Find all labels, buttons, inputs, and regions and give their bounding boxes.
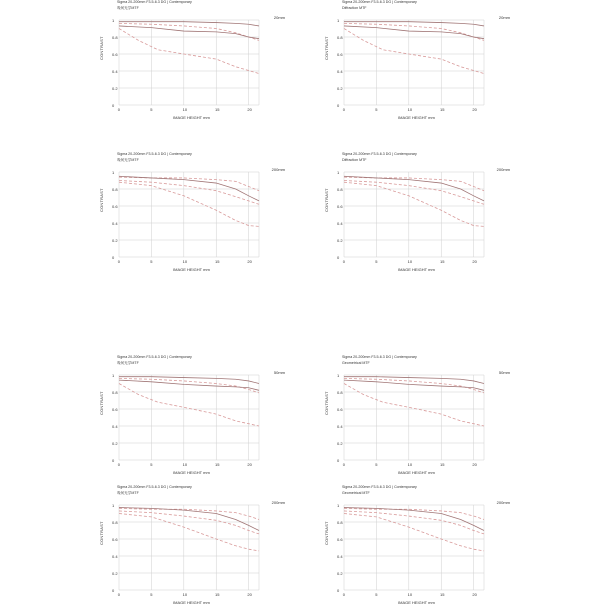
y-tick-label: 0: [337, 102, 340, 108]
y-tick-label: 0.4: [337, 68, 343, 74]
y-tick-label: 0.8: [337, 389, 343, 395]
mtf-series-dashed: [344, 23, 484, 40]
mtf-series-dashed: [119, 508, 259, 519]
x-tick-label: 15: [215, 462, 220, 467]
mtf-series-dashed: [344, 384, 484, 427]
y-tick-label: 1: [337, 169, 340, 175]
mtf-chart-panel: [99, 152, 285, 277]
mtf-chart-panel: [99, 355, 285, 480]
y-tick-label: 1: [112, 372, 115, 378]
chart-title: Sigma 20-200mm F3.5-6.3 DG | Contemporary: [342, 0, 417, 4]
x-tick-label: 10: [182, 107, 188, 112]
mtf-chart-panel: [324, 152, 510, 277]
y-axis-label: CONTRAST: [324, 391, 329, 415]
x-tick-label: 20: [472, 592, 477, 597]
y-tick-label: 1: [112, 17, 115, 23]
chart-title: Sigma 20-200mm F3.5-6.3 DG | Contemporary: [117, 152, 192, 156]
chart-title: Sigma 20-200mm F3.5-6.3 DG | Contemporary: [342, 152, 417, 156]
mtf-chart-panel: [324, 0, 510, 125]
y-tick-label: 1: [112, 169, 115, 175]
mtf-series-dashed: [119, 177, 259, 191]
mtf-plot-svg: [340, 152, 510, 277]
y-tick-label: 0.6: [112, 536, 118, 542]
x-tick-label: 15: [215, 592, 220, 597]
y-tick-label: 1: [337, 372, 340, 378]
x-tick-label: 5: [375, 462, 378, 467]
y-axis-label: CONTRAST: [324, 188, 329, 212]
x-axis-label: IMAGE HEIGHT mm: [398, 115, 435, 120]
y-tick-label: 0.6: [337, 203, 343, 209]
mtf-series-solid: [119, 377, 259, 384]
chart-subtitle: 幾何光学MTF: [117, 6, 139, 10]
mtf-series-solid: [119, 508, 259, 531]
chart-subtitle: 幾何光学MTF: [117, 491, 139, 495]
x-tick-label: 0: [117, 592, 121, 597]
y-tick-label: 0.8: [337, 519, 343, 525]
x-axis-label: IMAGE HEIGHT mm: [173, 267, 210, 272]
y-tick-label: 0.2: [112, 570, 118, 576]
chart-title: Sigma 20-200mm F3.5-6.3 DG | Contemporary: [117, 0, 192, 4]
y-axis-label: CONTRAST: [324, 36, 329, 60]
mtf-series-solid: [344, 508, 484, 531]
y-tick-label: 0: [337, 587, 340, 593]
y-tick-label: 0.2: [337, 440, 343, 446]
focal-length-label: 50mm: [273, 370, 285, 375]
x-tick-label: 15: [440, 462, 445, 467]
x-tick-label: 0: [342, 462, 346, 467]
chart-subtitle: Geometrical MTF: [342, 491, 370, 495]
mtf-series-dashed: [344, 514, 484, 551]
y-tick-label: 0: [337, 457, 340, 463]
x-tick-label: 20: [472, 107, 477, 112]
focal-length-label: 50mm: [498, 370, 510, 375]
x-tick-label: 15: [440, 259, 445, 264]
x-tick-label: 5: [150, 462, 153, 467]
y-tick-label: 0.6: [112, 51, 118, 57]
x-tick-label: 0: [342, 259, 346, 264]
mtf-series-dashed: [344, 511, 484, 534]
mtf-series-dashed: [119, 23, 259, 40]
y-tick-label: 0.6: [112, 406, 118, 412]
y-tick-label: 1: [337, 17, 340, 23]
y-axis-label: CONTRAST: [99, 391, 104, 415]
mtf-series-dashed: [119, 384, 259, 427]
y-tick-label: 0.8: [112, 186, 118, 192]
y-tick-label: 0: [112, 457, 115, 463]
y-tick-label: 0.4: [337, 423, 343, 429]
chart-title: Sigma 20-200mm F3.5-6.3 DG | Contemporary: [342, 485, 417, 489]
x-tick-label: 5: [375, 107, 378, 112]
x-tick-label: 0: [342, 592, 346, 597]
y-tick-label: 1: [112, 502, 115, 508]
x-tick-label: 10: [182, 259, 188, 264]
y-axis-label: CONTRAST: [99, 36, 104, 60]
focal-length-label: 20mm: [498, 15, 510, 20]
x-axis-label: IMAGE HEIGHT mm: [173, 115, 210, 120]
focal-length-label: 200mm: [271, 167, 285, 172]
mtf-plot-svg: [115, 355, 285, 480]
mtf-plot-svg: [340, 355, 510, 480]
chart-subtitle: 幾何光学MTF: [117, 158, 139, 162]
x-tick-label: 20: [472, 462, 477, 467]
x-axis-label: IMAGE HEIGHT mm: [173, 600, 210, 605]
x-tick-label: 0: [117, 107, 121, 112]
mtf-series-dashed: [119, 511, 259, 534]
mtf-series-dashed: [119, 378, 259, 392]
y-tick-label: 1: [337, 502, 340, 508]
y-tick-label: 0.4: [337, 220, 343, 226]
mtf-plot-svg: [340, 0, 510, 125]
y-tick-label: 0.8: [112, 389, 118, 395]
x-tick-label: 20: [247, 462, 252, 467]
y-axis-label: CONTRAST: [99, 188, 104, 212]
y-tick-label: 0.6: [337, 406, 343, 412]
x-tick-label: 20: [247, 107, 252, 112]
chart-subtitle: Diffraction MTF: [342, 6, 367, 10]
focal-length-label: 200mm: [496, 167, 510, 172]
y-tick-label: 0.2: [337, 85, 343, 91]
x-tick-label: 0: [117, 462, 121, 467]
mtf-chart-panel: [324, 355, 510, 480]
x-axis-label: IMAGE HEIGHT mm: [173, 470, 210, 475]
y-tick-label: 0.4: [112, 220, 118, 226]
mtf-chart-panel: [99, 0, 285, 125]
x-tick-label: 15: [215, 259, 220, 264]
x-tick-label: 20: [472, 259, 477, 264]
chart-subtitle: Diffraction MTF: [342, 158, 367, 162]
y-axis-label: CONTRAST: [324, 521, 329, 545]
x-axis-label: IMAGE HEIGHT mm: [398, 470, 435, 475]
mtf-series-dashed: [119, 29, 259, 74]
x-tick-label: 10: [182, 592, 188, 597]
x-tick-label: 10: [407, 259, 413, 264]
x-tick-label: 5: [375, 592, 378, 597]
x-tick-label: 5: [150, 259, 153, 264]
mtf-chart-panel: [324, 485, 510, 610]
y-tick-label: 0: [112, 102, 115, 108]
y-tick-label: 0.4: [112, 68, 118, 74]
x-tick-label: 5: [150, 592, 153, 597]
y-tick-label: 0.2: [337, 237, 343, 243]
y-tick-label: 0.2: [112, 85, 118, 91]
x-tick-label: 5: [375, 259, 378, 264]
x-tick-label: 10: [407, 592, 413, 597]
chart-subtitle: 幾何光学MTF: [117, 361, 139, 365]
y-tick-label: 0: [112, 587, 115, 593]
chart-title: Sigma 20-200mm F3.5-6.3 DG | Contemporary: [117, 485, 192, 489]
y-tick-label: 0.6: [337, 51, 343, 57]
x-tick-label: 15: [440, 107, 445, 112]
focal-length-label: 20mm: [273, 15, 285, 20]
focal-length-label: 200mm: [496, 500, 510, 505]
mtf-series-dashed: [344, 177, 484, 191]
mtf-plot-svg: [115, 152, 285, 277]
mtf-series-dashed: [119, 514, 259, 551]
x-tick-label: 10: [407, 107, 413, 112]
chart-title: Sigma 20-200mm F3.5-6.3 DG | Contemporary: [117, 355, 192, 359]
mtf-series-dashed: [344, 378, 484, 392]
mtf-plot-svg: [340, 485, 510, 610]
y-tick-label: 0.6: [337, 536, 343, 542]
mtf-plot-svg: [115, 0, 285, 125]
y-tick-label: 0.6: [112, 203, 118, 209]
mtf-plot-svg: [115, 485, 285, 610]
mtf-series-dashed: [344, 29, 484, 74]
y-tick-label: 0.2: [337, 570, 343, 576]
mtf-series-solid: [344, 377, 484, 384]
x-tick-label: 15: [215, 107, 220, 112]
x-tick-label: 0: [342, 107, 346, 112]
y-tick-label: 0: [337, 254, 340, 260]
y-axis-label: CONTRAST: [99, 521, 104, 545]
y-tick-label: 0.8: [112, 34, 118, 40]
chart-title: Sigma 20-200mm F3.5-6.3 DG | Contemporary: [342, 355, 417, 359]
y-tick-label: 0.8: [337, 186, 343, 192]
y-tick-label: 0.4: [337, 553, 343, 559]
y-tick-label: 0.8: [337, 34, 343, 40]
chart-subtitle: Geometrical MTF: [342, 361, 370, 365]
x-tick-label: 0: [117, 259, 121, 264]
x-tick-label: 10: [407, 462, 413, 467]
x-tick-label: 15: [440, 592, 445, 597]
x-tick-label: 5: [150, 107, 153, 112]
x-axis-label: IMAGE HEIGHT mm: [398, 600, 435, 605]
x-axis-label: IMAGE HEIGHT mm: [398, 267, 435, 272]
y-tick-label: 0.2: [112, 440, 118, 446]
x-tick-label: 10: [182, 462, 188, 467]
y-tick-label: 0.8: [112, 519, 118, 525]
x-tick-label: 20: [247, 592, 252, 597]
y-tick-label: 0.2: [112, 237, 118, 243]
y-tick-label: 0.4: [112, 423, 118, 429]
y-tick-label: 0.4: [112, 553, 118, 559]
mtf-chart-panel: [99, 485, 285, 610]
mtf-series-dashed: [344, 508, 484, 519]
focal-length-label: 200mm: [271, 500, 285, 505]
y-tick-label: 0: [112, 254, 115, 260]
x-tick-label: 20: [247, 259, 252, 264]
